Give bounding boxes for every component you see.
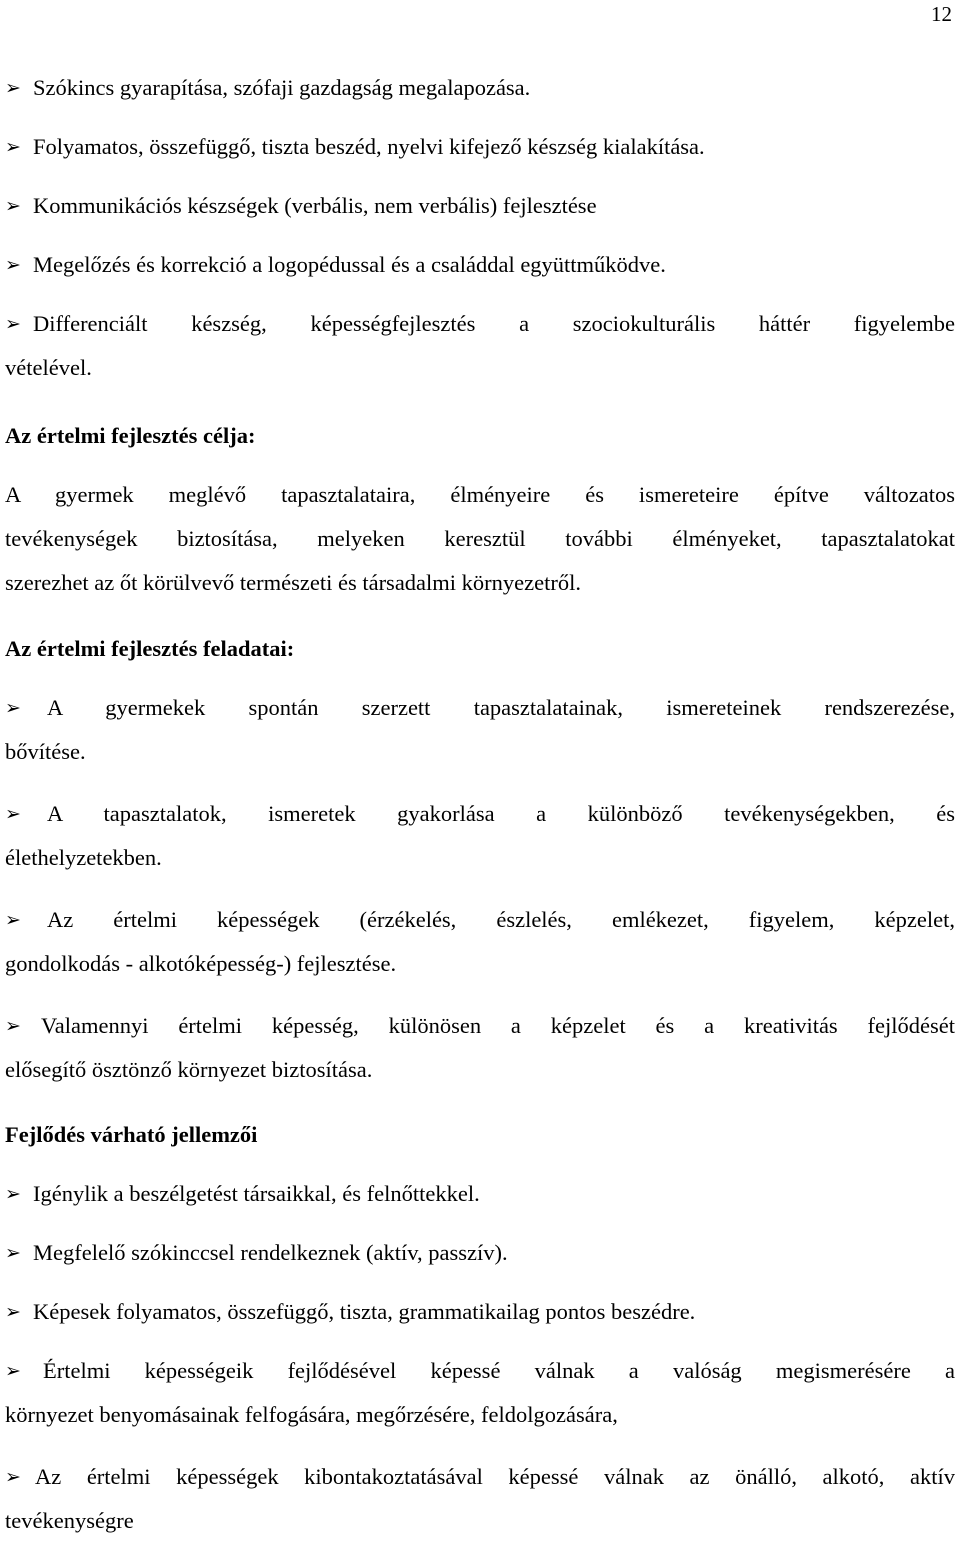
list-item-continuation: bővítése. (5, 739, 86, 764)
list-item (5, 243, 955, 287)
page-number: 12 (931, 2, 952, 26)
arrow-bullet-icon: ➢ (5, 1301, 21, 1323)
list-item (5, 898, 955, 942)
list-item-text: A tapasztalatok, ismeretek gyakorlása a különböző tevékenységekben, és (47, 801, 955, 826)
list-item-continuation: környezet benyomásainak felfogására, megőrzésére, feldolgozására, (5, 1402, 618, 1427)
list-item (5, 792, 955, 836)
list-item (5, 1455, 955, 1499)
paragraph-line: tevékenységek biztosítása, melyeken keresztül további élményeket, tapasztalatokat (5, 526, 955, 551)
arrow-bullet-icon: ➢ (5, 1360, 21, 1382)
list-item (5, 1349, 955, 1393)
arrow-bullet-icon: ➢ (5, 77, 21, 99)
list-item (5, 1290, 955, 1334)
arrow-bullet-icon: ➢ (5, 313, 21, 335)
arrow-bullet-icon: ➢ (5, 1015, 21, 1037)
list-item (5, 686, 955, 730)
arrow-bullet-icon: ➢ (5, 136, 21, 158)
paragraph-line: A gyermek meglévő tapasztalataira, élményeire és ismereteire építve változatos (5, 482, 955, 507)
list-item-text: Értelmi képességeik fejlődésével képessé válnak a valóság megismerésére a (43, 1358, 955, 1383)
list-item (5, 184, 955, 228)
arrow-bullet-icon: ➢ (5, 1242, 21, 1264)
list-item-continuation: gondolkodás - alkotóképesség-) fejlesztése. (5, 951, 397, 976)
heading-tasks: Az értelmi fejlesztés feladatai: (5, 636, 295, 661)
list-item-text: Kommunikációs készségek (verbális, nem verbális) fejlesztése (33, 193, 597, 218)
list-item (5, 1004, 955, 1048)
list-item (5, 125, 955, 169)
list-item-continuation: vételével. (5, 355, 92, 380)
list-item-text: Az értelmi képességek (érzékelés, észlelés, emlékezet, figyelem, képzelet, (47, 907, 955, 932)
list-item-text: Képesek folyamatos, összefüggő, tiszta, grammatikailag pontos beszédre. (33, 1299, 696, 1324)
list-item-continuation: elősegítő ösztönző környezet biztosítása. (5, 1057, 373, 1082)
paragraph-goal (5, 473, 955, 605)
arrow-bullet-icon: ➢ (5, 195, 21, 217)
list-item-text: Megelőzés és korrekció a logopédussal és a családdal együttműködve. (33, 252, 666, 277)
list-item-continuation: tevékenységre (5, 1508, 134, 1533)
arrow-bullet-icon: ➢ (5, 803, 21, 825)
list-language-tasks (5, 66, 955, 390)
list-item (5, 1231, 955, 1275)
list-cognitive-tasks (5, 686, 955, 1092)
list-item-text: Megfelelő szókinccsel rendelkeznek (aktív, passzív). (33, 1240, 508, 1265)
list-item-text: Differenciált készség, képességfejlesztés a szociokulturális háttér figyelembe (33, 311, 955, 336)
arrow-bullet-icon: ➢ (5, 909, 21, 931)
arrow-bullet-icon: ➢ (5, 254, 21, 276)
list-item-text: Az értelmi képességek kibontakoztatásával képessé válnak az önálló, alkotó, aktív (35, 1464, 955, 1489)
heading-expected-traits: Fejlődés várható jellemzői (5, 1122, 258, 1147)
list-expected-traits (5, 1172, 955, 1543)
list-item-text: Szókincs gyarapítása, szófaji gazdagság megalapozása. (33, 75, 531, 100)
list-item-text: A gyermekek spontán szerzett tapasztalatainak, ismereteinek rendszerezése, (47, 695, 955, 720)
arrow-bullet-icon: ➢ (5, 1183, 21, 1205)
heading-goal: Az értelmi fejlesztés célja: (5, 423, 256, 448)
list-item-text: Folyamatos, összefüggő, tiszta beszéd, nyelvi kifejező készség kialakítása. (33, 134, 705, 159)
list-item-continuation: élethelyzetekben. (5, 845, 162, 870)
arrow-bullet-icon: ➢ (5, 1466, 21, 1488)
list-item (5, 302, 955, 346)
paragraph-line: szerezhet az őt körülvevő természeti és társadalmi környezetről. (5, 570, 581, 595)
list-item-text: Igénylik a beszélgetést társaikkal, és felnőttekkel. (33, 1181, 480, 1206)
arrow-bullet-icon: ➢ (5, 697, 21, 719)
list-item-text: Valamennyi értelmi képesség, különösen a képzelet és a kreativitás fejlődését (41, 1013, 955, 1038)
list-item (5, 1172, 955, 1216)
list-item (5, 66, 955, 110)
